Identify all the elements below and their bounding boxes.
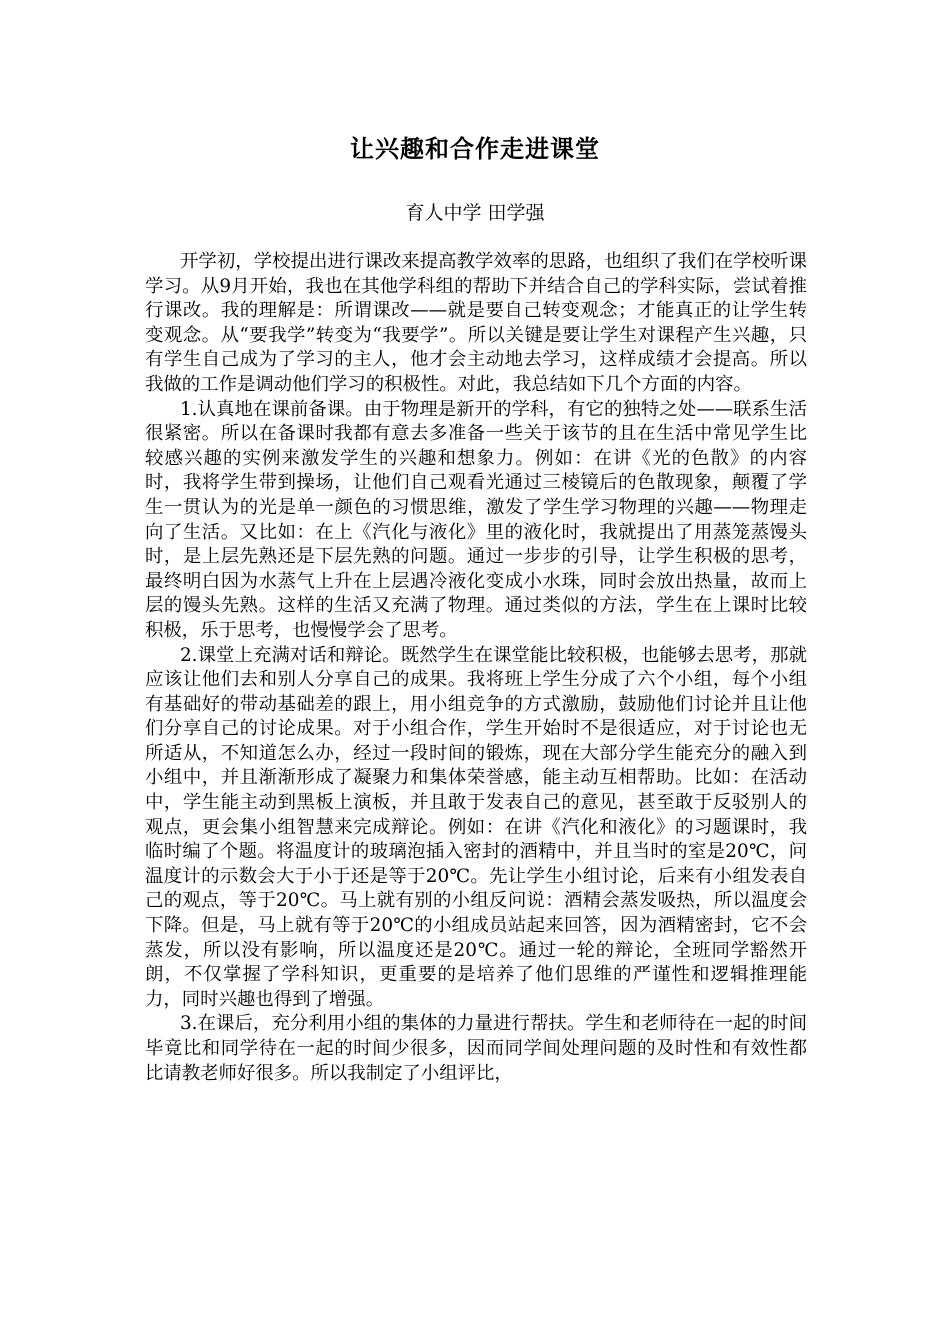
point-2-paragraph: 2.课堂上充满对话和辩论。既然学生在课堂能比较积极，也能够去思考，那就应该让他们去和别人分享自己的成果。我将班上学生分成了六个小组，每个小组有基础好的带动基础差的跟上，用小组竞争的方式激励，鼓励他们讨论并且让他们分享自己的讨论成果。对于小组合作，学生开始时不是很适应，对于讨论也无所适从，不知道怎么办，经过一段时间的锻炼，现在大部分学生能充分的融入到小组中，并且渐渐形成了凝聚力和集体荣誉感，能主动互相帮助。比如：在活动中，学生能主动到黑板上演板，并且敢于发表自己的意见，甚至敢于反驳别人的观点，更会集小组智慧来完成辩论。例如：在讲《汽化和液化》的习题课时，我临时编了个题。将温度计的玻璃泡插入密封的酒精中，并且当时的室是20℃，问温度计的示数会大于小于还是等于20℃。先让学生小组讨论，后来有小组发表自己的观点，等于20℃。马上就有别的小组反问说：酒精会蒸发吸热，所以温度会下降。但是，马上就有等于20℃的小组成员站起来回答，因为酒精密封，它不会蒸发，所以没有影响，所以温度还是20℃。通过一轮的辩论，全班同学豁然开朗，不仅掌握了学科知识，更重要的是培养了他们思维的严谨性和逻辑推理能力，同时兴趣也得到了增强。 — [145, 644, 807, 1010]
document-title: 让兴趣和合作走进课堂 — [350, 135, 600, 163]
document-body — [145, 250, 807, 1086]
point-3-paragraph: 3.在课后，充分利用小组的集体的力量进行帮扶。学生和老师待在一起的时间毕竟比和同学待在一起的时间少很多，因而同学间处理问题的及时性和有效性都比请教老师好很多。所以我制定了小组评比， — [145, 1013, 807, 1084]
document-author: 育人中学 田学强 — [405, 202, 545, 224]
point-1-paragraph: 1.认真地在课前备课。由于物理是新开的学科，有它的独特之处——联系生活很紧密。所以在备课时我都有意去多准备一些关于该节的且在生活中常见学生比较感兴趣的实例来激发学生的兴趣和想象力。例如：在讲《光的色散》的内容时，我将学生带到操场，让他们自己观看光通过三棱镜后的色散现象，颠覆了学生一贯认为的光是单一颜色的习惯思维，激发了学生学习物理的兴趣——物理走向了生活。又比如：在上《汽化与液化》里的液化时，我就提出了用蒸笼蒸馒头时，是上层先熟还是下层先熟的问题。通过一步步的引导，让学生积极的思考，最终明白因为水蒸气上升在上层遇冷液化变成小水珠，同时会放出热量，故而上层的馒头先熟。这样的生活又充满了物理。通过类似的方法，学生在上课时比较积极，乐于思考，也慢慢学会了思考。 — [145, 398, 807, 641]
intro-paragraph: 开学初，学校提出进行课改来提高教学效率的思路，也组织了我们在学校听课学习。从9月开始，我也在其他学科组的帮助下并结合自己的学科实际，尝试着推行课改。我的理解是：所谓课改——就是要自己转变观念；才能真正的让学生转变观念。从“要我学”转变为“我要学”。所以关键是要让学生对课程产生兴趣，只有学生自己成为了学习的主人，他才会主动地去学习，这样成绩才会提高。所以我做的工作是调动他们学习的积极性。对此，我总结如下几个方面的内容。 — [145, 251, 807, 395]
